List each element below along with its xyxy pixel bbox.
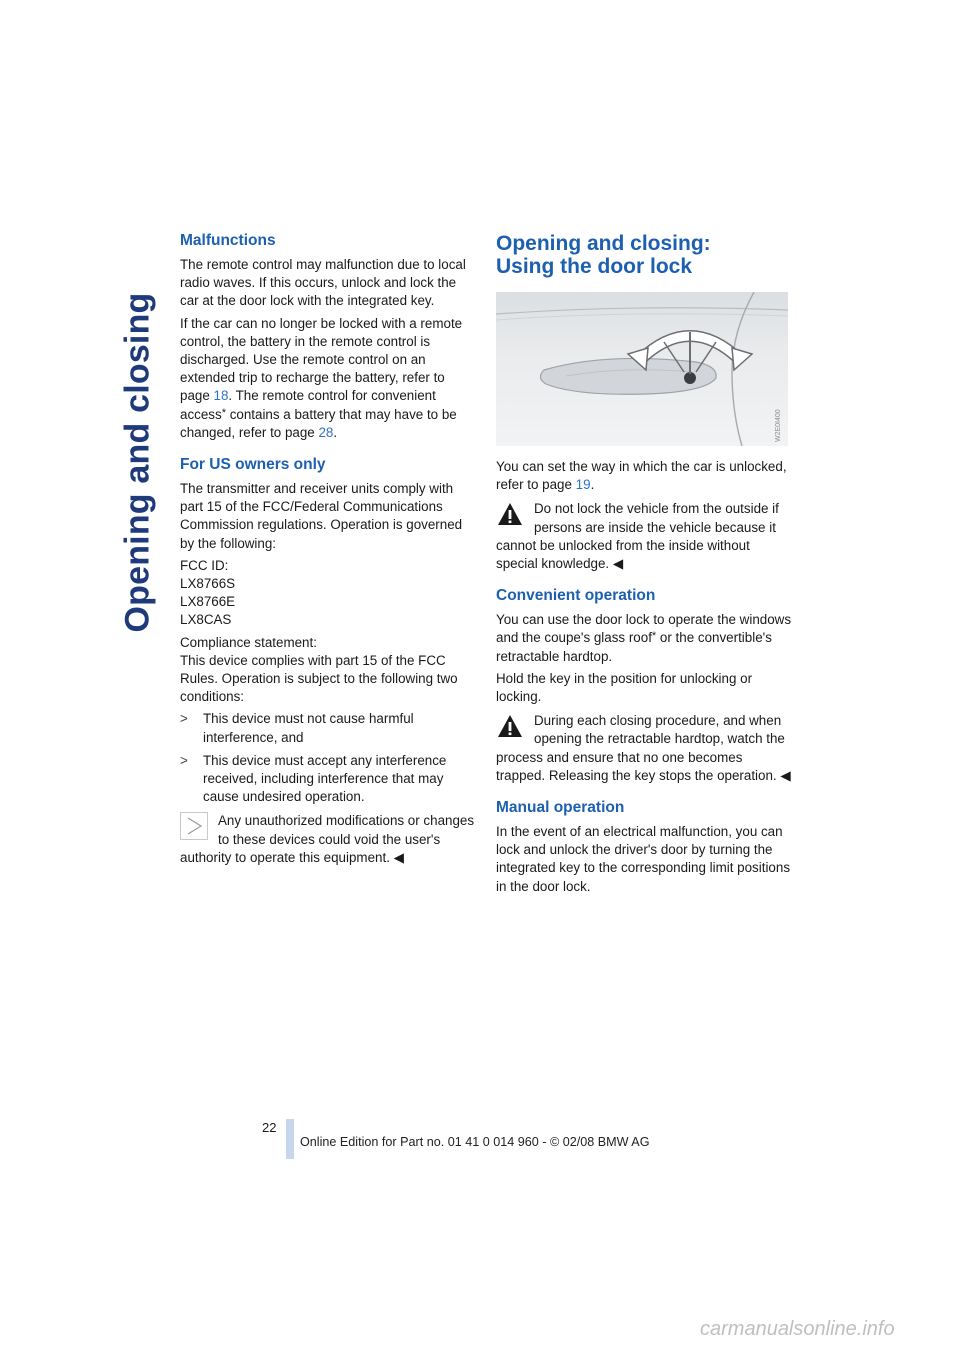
compliance-block xyxy=(180,634,475,707)
conditions-list xyxy=(180,710,475,806)
warning-block-2 xyxy=(496,712,792,785)
bullet-arrow-icon: > xyxy=(180,752,188,768)
heading-convenient-operation: Convenient operation xyxy=(496,587,656,605)
left-column xyxy=(180,232,475,871)
fcc-id-1: LX8766S xyxy=(180,576,236,592)
door-lock-intro: You can set the way in which the car is unlocked, refer to page 19. xyxy=(496,459,787,493)
fcc-id-label: FCC ID: xyxy=(180,557,229,573)
compliance-label: Compliance statement: xyxy=(180,634,317,650)
page-link-18[interactable]: 18 xyxy=(213,388,229,404)
list-item: > This device must accept any interference received, including interference that may cause undesired operation. xyxy=(180,752,447,805)
fcc-id-3: LX8CAS xyxy=(180,612,232,628)
figure-code: W2E0I400 xyxy=(775,409,782,442)
right-column xyxy=(496,232,792,900)
heading-us-owners: For US owners only xyxy=(180,456,326,474)
warning-block-1 xyxy=(496,500,792,573)
door-handle-illustration xyxy=(496,292,788,446)
side-chapter-title xyxy=(118,232,158,692)
manual-paragraph: In the event of an electrical malfunction, you can lock and unlock the driver's door by turning the integrated key to the corresponding limit positions in the door lock. xyxy=(496,824,791,894)
note-text: Any unauthorized modifications or changes to these devices could void the user's authority to operate this equipment. xyxy=(180,813,475,865)
us-owners-paragraph: The transmitter and receiver units comply with part 15 of the FCC/Federal Communications Commission regulations. Operation is governed by the following: xyxy=(180,481,463,551)
malfunctions-paragraph-1: The remote control may malfunction due to local radio waves. If this occurs, unlock and lock the car at the door lock with the integrated key. xyxy=(180,257,466,309)
convenient-paragraph-2: Hold the key in the position for unlocking or locking. xyxy=(496,670,753,705)
convenient-paragraph-1: You can use the door lock to operate the windows and the coupe's glass roof* or the convertible's retractable hardtop. xyxy=(496,612,792,664)
warning-text-2: During each closing procedure, and when opening the retractable hardtop, watch the process and ensure that no one becomes trapped. Releasing the key stops the operation. xyxy=(496,713,785,783)
page-number: 22 xyxy=(262,1120,277,1135)
warning-triangle-icon xyxy=(496,712,524,740)
footer-edition: Online Edition for Part no. 01 41 0 014 960 - © 02/08 BMW AG xyxy=(300,1135,650,1149)
fcc-id-block xyxy=(180,557,475,630)
malfunctions-paragraph-2: If the car can no longer be locked with a remote control, the battery in the remote control is discharged. Use the remote control on an extended trip to recharge the battery, refer to page 18. The remote control for convenient access* contains a battery that may have to be changed, refer to page 28. xyxy=(180,315,463,440)
page-link-28[interactable]: 28 xyxy=(318,424,334,440)
footer-accent-bar xyxy=(286,1119,294,1159)
page-link-19[interactable]: 19 xyxy=(575,477,591,493)
note-triangle-icon xyxy=(180,812,208,840)
heading-door-lock: Opening and closing: Using the door lock xyxy=(496,232,711,278)
door-lock-figure xyxy=(496,292,788,446)
heading-manual-operation: Manual operation xyxy=(496,799,625,817)
bullet-arrow-icon: > xyxy=(180,711,188,727)
optional-equipment-star-icon: * xyxy=(221,406,226,419)
warning-text-1: Do not lock the vehicle from the outside if persons are inside the vehicle because it cannot be unlocked from the inside without special knowledge. xyxy=(496,501,779,572)
compliance-text: This device complies with part 15 of the FCC Rules. Operation is subject to the following two conditions: xyxy=(180,652,458,705)
chapter-title-text: Opening and closing xyxy=(118,291,157,633)
optional-equipment-star-icon: * xyxy=(651,630,657,643)
end-mark-icon: ◀ xyxy=(612,556,624,572)
fcc-id-2: LX8766E xyxy=(180,594,236,610)
note-block xyxy=(180,812,475,867)
heading-malfunctions: Malfunctions xyxy=(180,232,276,249)
warning-triangle-icon xyxy=(496,500,524,528)
end-mark-icon: ◀ xyxy=(780,767,791,783)
end-mark-icon: ◀ xyxy=(393,849,404,865)
list-item: > This device must not cause harmful interference, and xyxy=(180,711,414,745)
watermark: carmanualsonline.info xyxy=(700,1318,895,1340)
